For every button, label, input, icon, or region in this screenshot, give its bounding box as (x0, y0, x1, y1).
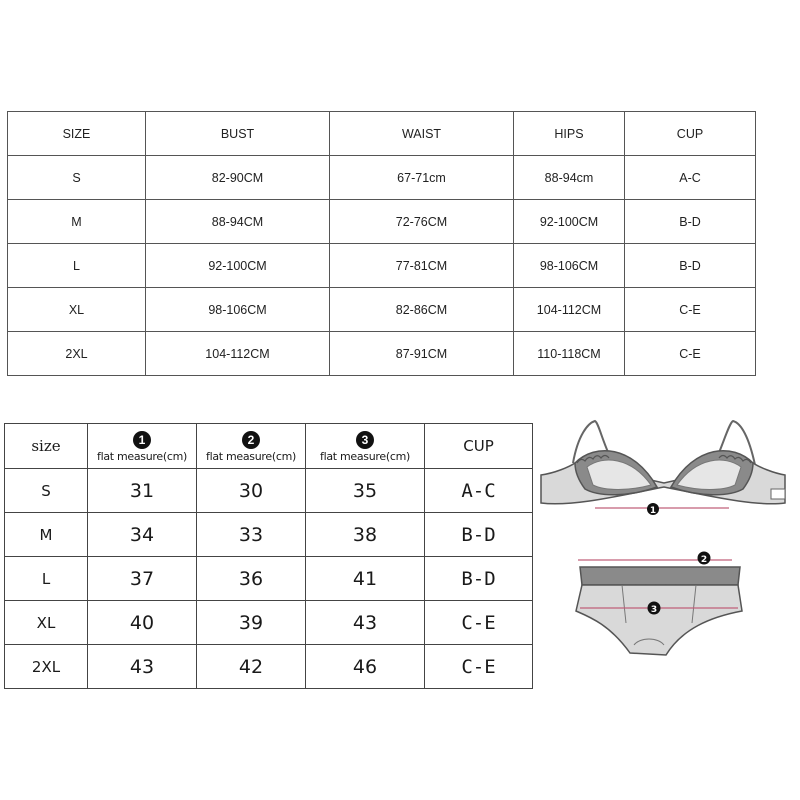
table-row (8, 332, 756, 376)
table-row (8, 288, 756, 332)
table-cell: 104-112CM (514, 288, 625, 332)
table-cell: 46 (306, 645, 425, 689)
table-cell: A-C (625, 156, 756, 200)
number-3-icon: 3 (356, 431, 374, 449)
table-cell: 43 (88, 645, 197, 689)
table-cell: C-E (625, 332, 756, 376)
table-row (8, 244, 756, 288)
number-2-icon: 2 (242, 431, 260, 449)
table-header-row (8, 112, 756, 156)
flat-measure-table (4, 423, 533, 689)
header-cell: HIPS (514, 112, 625, 156)
table-cell: 2XL (8, 332, 146, 376)
number-1-icon: 1 (133, 431, 151, 449)
table-cell: B-D (425, 557, 533, 601)
cup-header: CUP (425, 424, 533, 469)
table-cell: 98-106CM (146, 288, 330, 332)
table-row (8, 156, 756, 200)
table-row (5, 513, 533, 557)
marker-3-label: 3 (650, 605, 658, 615)
measure-header-2 (197, 424, 306, 469)
table-cell: B-D (625, 200, 756, 244)
table-cell: M (8, 200, 146, 244)
table-cell: 110-118CM (514, 332, 625, 376)
table-row (5, 601, 533, 645)
size-header: size (5, 424, 88, 469)
measure-header-3 (306, 424, 425, 469)
measure-label: flat measure(cm) (206, 449, 296, 463)
panty-illustration-icon (570, 545, 750, 670)
table-cell: 82-90CM (146, 156, 330, 200)
table-row (8, 200, 756, 244)
measure-label: flat measure(cm) (320, 449, 410, 463)
header-cell: CUP (625, 112, 756, 156)
table-cell: 92-100CM (146, 244, 330, 288)
table-cell: 31 (88, 469, 197, 513)
table-cell: L (5, 557, 88, 601)
table-cell: B-D (425, 513, 533, 557)
table-cell: 34 (88, 513, 197, 557)
table-cell: 36 (197, 557, 306, 601)
table-cell: XL (8, 288, 146, 332)
table-cell: 82-86CM (330, 288, 514, 332)
table-row (5, 557, 533, 601)
header-cell: SIZE (8, 112, 146, 156)
table-cell: M (5, 513, 88, 557)
table-cell: 40 (88, 601, 197, 645)
table-cell: 42 (197, 645, 306, 689)
table-cell: 92-100CM (514, 200, 625, 244)
table-cell: A-C (425, 469, 533, 513)
table-cell: C-E (425, 645, 533, 689)
bra-illustration-icon (533, 415, 795, 520)
table-cell: 37 (88, 557, 197, 601)
table-cell: 88-94cm (514, 156, 625, 200)
table-cell: 41 (306, 557, 425, 601)
table-cell: 30 (197, 469, 306, 513)
table-cell: L (8, 244, 146, 288)
table-cell: C-E (625, 288, 756, 332)
table-row (5, 645, 533, 689)
table-cell: 87-91CM (330, 332, 514, 376)
size-chart-table (7, 111, 756, 376)
table-row (5, 469, 533, 513)
table-cell: 38 (306, 513, 425, 557)
table-cell: 43 (306, 601, 425, 645)
table-cell: C-E (425, 601, 533, 645)
measure-header-1 (88, 424, 197, 469)
measure-label: flat measure(cm) (97, 449, 187, 463)
table-cell: B-D (625, 244, 756, 288)
table-cell: XL (5, 601, 88, 645)
table-cell: 77-81CM (330, 244, 514, 288)
marker-1-label: 1 (649, 506, 657, 516)
table-cell: S (8, 156, 146, 200)
table-cell: 88-94CM (146, 200, 330, 244)
table-cell: 35 (306, 469, 425, 513)
table-cell: 67-71cm (330, 156, 514, 200)
table-cell: 2XL (5, 645, 88, 689)
table-cell: 72-76CM (330, 200, 514, 244)
table-cell: 33 (197, 513, 306, 557)
header-cell: WAIST (330, 112, 514, 156)
table-cell: S (5, 469, 88, 513)
table-header-row (5, 424, 533, 469)
header-cell: BUST (146, 112, 330, 156)
table-cell: 104-112CM (146, 332, 330, 376)
table-cell: 98-106CM (514, 244, 625, 288)
marker-2-label: 2 (700, 555, 708, 565)
table-cell: 39 (197, 601, 306, 645)
